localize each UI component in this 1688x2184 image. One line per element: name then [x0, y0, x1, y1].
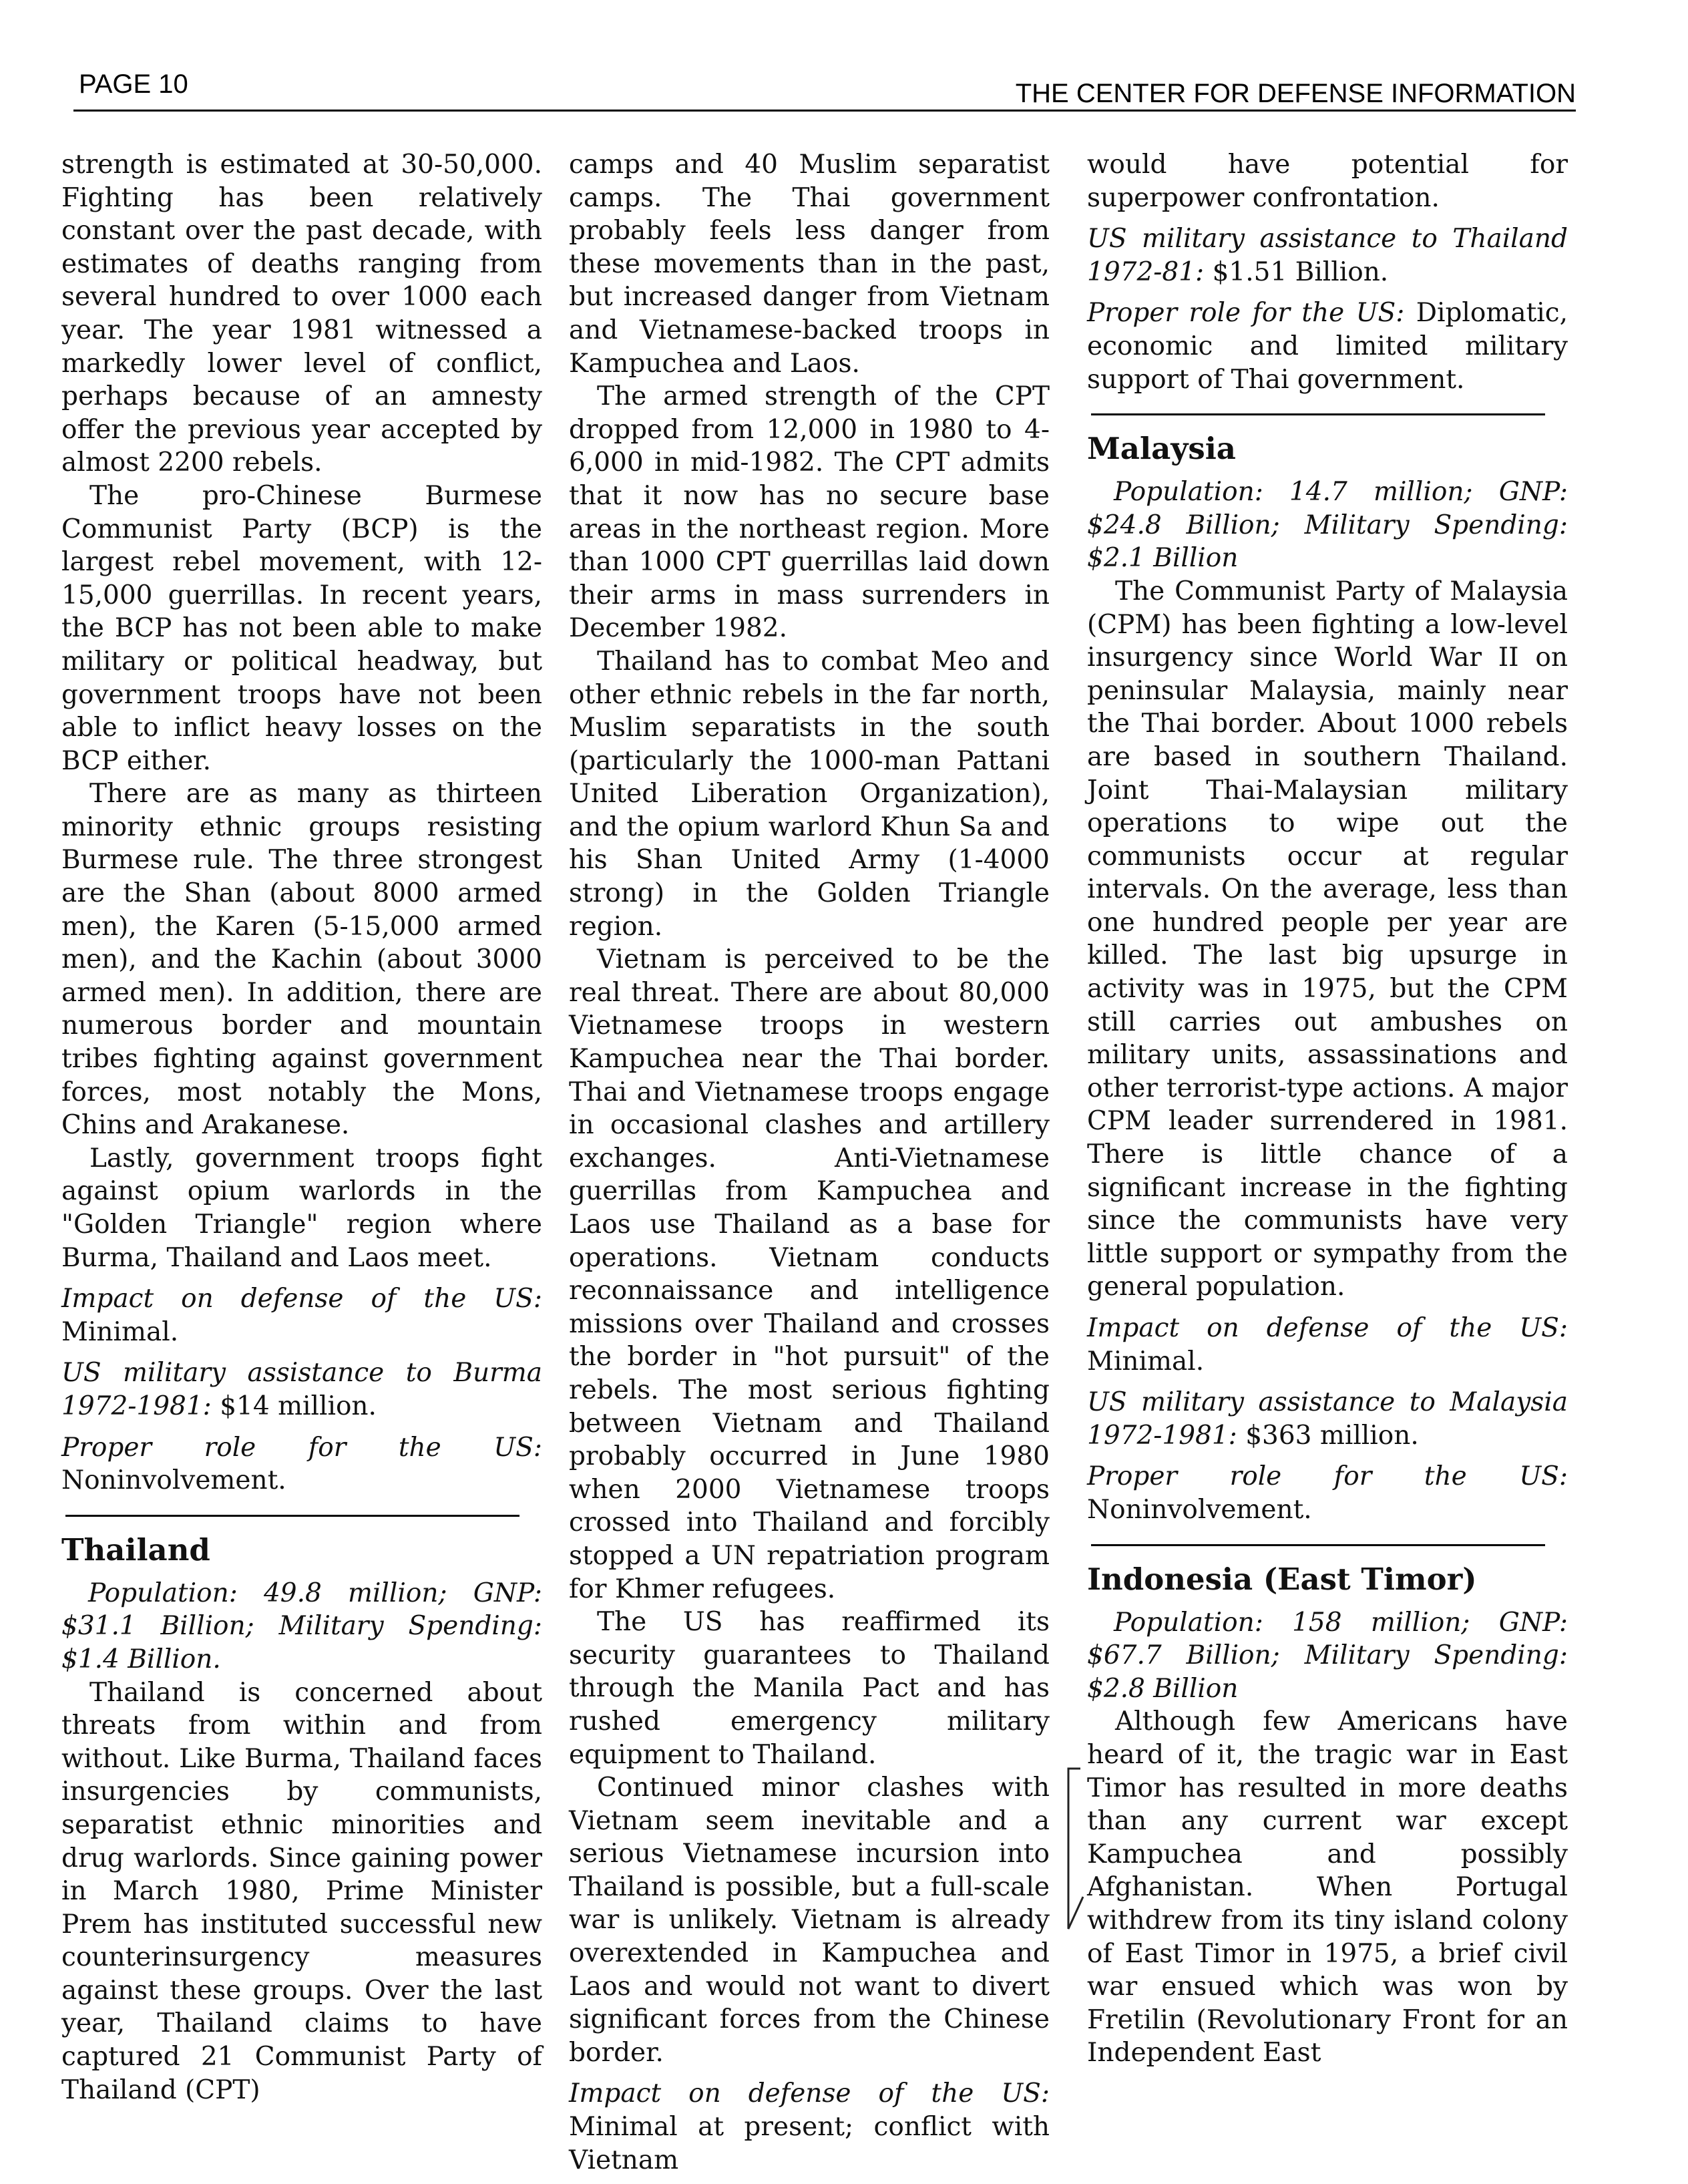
thailand-paragraph: Thailand is concerned about threats from within and from without. Like Burma, Thailand faces insurgencies by communists, separatist ethnic minorities and drug warlords. Since gaining power in March 1980, Prime Minister Prem has instituted successful new counterinsurgency measures against these groups. Over the last year, Thailand claims to have captured 21 Communist Party of Thailand (CPT) [61, 1677, 542, 2105]
section-divider [1091, 413, 1545, 415]
header-rule [73, 110, 1576, 112]
page-header [73, 69, 1576, 112]
column-1 [61, 148, 542, 2107]
section-divider [65, 1515, 519, 1517]
malaysia-role [1087, 1460, 1568, 1526]
assistance-value: $14 million. [220, 1391, 377, 1421]
role-label: Proper role for the US: [61, 1432, 542, 1463]
thailand-paragraph: The armed strength of the CPT dropped from 12,000 in 1980 to 4-6,000 in mid-1982. The CPT admits that it now has no secure base areas in the northeast region. More than 1000 CPT guerrillas laid down their arms in mass surrenders in December 1982. [569, 381, 1050, 644]
malaysia-heading: Malaysia [1087, 431, 1236, 467]
assistance-label: US military assistance to Burma 1972-1981: [61, 1358, 542, 1421]
burma-paragraph: strength is estimated at 30-50,000. Fighting has been relatively constant over the past decade, with estimates of deaths ranging from several hundred to over 1000 each year. The year 1981 witnessed a markedly lower level of conflict, perhaps because of an amnesty offer the previous year accepted by almost 2200 rebels. [61, 150, 542, 478]
malaysia-impact [1087, 1312, 1568, 1378]
impact-label: Impact on defense of the US: [1087, 1313, 1568, 1343]
thailand-stats: Population: 49.8 million; GNP: $31.1 Billion; Military Spending: $1.4 Billion. [61, 1578, 542, 1674]
thailand-role [1087, 297, 1568, 396]
assistance-label: US military assistance to Malaysia 1972-1981: [1087, 1387, 1568, 1451]
malaysia-assistance [1087, 1386, 1568, 1452]
column-3 [1087, 148, 1568, 2070]
impact-label: Impact on defense of the US: [569, 2078, 1050, 2109]
publication-title: THE CENTER FOR DEFENSE INFORMATION [1015, 79, 1576, 108]
impact-value: Minimal. [1087, 1346, 1205, 1377]
role-label: Proper role for the US: [1087, 1461, 1568, 1492]
assistance-label: US military assistance to Thailand 1972-81: [1087, 224, 1568, 287]
malaysia-stats: Population: 14.7 million; GNP: $24.8 Billion; Military Spending: $2.1 Billion [1087, 477, 1568, 574]
role-label: Proper role for the US: [1087, 298, 1405, 329]
role-value: Noninvolvement. [61, 1465, 286, 1496]
burma-role [61, 1431, 542, 1497]
margin-bracket-mark [1059, 1763, 1086, 1937]
burma-assistance [61, 1356, 542, 1423]
thailand-paragraph: Vietnam is perceived to be the real threat. There are about 80,000 Vietnamese troops in western Kampuchea near the Thai border. Thai and Vietnamese troops engage in occasional clashes and artillery exchanges. Anti-Vietnamese guerrillas from Kampuchea and Laos use Thailand as a base for operations. Vietnam conducts reconnaissance and intelligence missions over Thailand and crosses the border in "hot pursuit" of the rebels. The most serious fighting between Vietnam and Thailand probably occurred in June 1980 when 2000 Vietnamese troops crossed into Thailand and forcibly stopped a UN repatriation program for Khmer refugees. [569, 944, 1050, 1604]
indonesia-heading: Indonesia (East Timor) [1087, 1561, 1477, 1597]
thailand-paragraph: would have potential for superpower confrontation. [1087, 150, 1568, 213]
assistance-value: $363 million. [1245, 1420, 1419, 1451]
impact-value: Minimal. [61, 1316, 179, 1347]
burma-paragraph: The pro-Chinese Burmese Communist Party (BCP) is the largest rebel movement, with 12-15,000 guerrillas. In recent years, the BCP has not been able to make military or political headway, but government troops have not been able to inflict heavy losses on the BCP either. [61, 480, 542, 776]
burma-paragraph: There are as many as thirteen minority ethnic groups resisting Burmese rule. The three strongest are the Shan (about 8000 armed men), the Karen (5-15,000 armed men), and the Kachin (about 3000 armed men). In addition, there are numerous border and mountain tribes fighting against government forces, most notably the Mons, Chins and Arakanese. [61, 779, 542, 1141]
burma-impact [61, 1282, 542, 1348]
role-value: Diplomatic, economic and limited military support of Thai government. [1087, 298, 1568, 395]
column-2 [569, 148, 1050, 2177]
thailand-paragraph: The US has reaffirmed its security guarantees to Thailand through the Manila Pact and has rushed emergency military equipment to Thailand. [569, 1607, 1050, 1770]
page-number: PAGE 10 [79, 69, 188, 99]
thailand-assistance [1087, 222, 1568, 289]
thailand-paragraph: Continued minor clashes with Vietnam seem inevitable and a serious Vietnamese incursion into Thailand is possible, but a full-scale war is unlikely. Vietnam is already overextended in Kampuchea and Laos and would not want to divert significant forces from the Chinese border. [569, 1773, 1050, 2068]
indonesia-stats: Population: 158 million; GNP: $67.7 Billion; Military Spending: $2.8 Billion [1087, 1607, 1568, 1704]
thailand-paragraph: Thailand has to combat Meo and other ethnic rebels in the far north, Muslim separatists in the south (particularly the 1000-man Pattani United Liberation Organization), and the opium warlord Khun Sa and his Shan United Army (1-4000 strong) in the Golden Triangle region. [569, 646, 1050, 942]
burma-paragraph: Lastly, government troops fight against opium warlords in the "Golden Triangle" region where Burma, Thailand and Laos meet. [61, 1143, 542, 1273]
thailand-paragraph: camps and 40 Muslim separatist camps. The Thai government probably feels less danger from these movements than in the past, but increased danger from Vietnam and Vietnamese-backed troops in Kampuchea and Laos. [569, 150, 1050, 379]
role-value: Noninvolvement. [1087, 1494, 1312, 1525]
thailand-impact [569, 2077, 1050, 2177]
assistance-value: $1.51 Billion. [1212, 256, 1389, 287]
indonesia-paragraph: Although few Americans have heard of it, the tragic war in East Timor has resulted in more deaths than any current war except Kampuchea and possibly Afghanistan. When Portugal withdrew from its tiny island colony of East Timor in 1975, a brief civil war ensued which was won by Fretilin (Revolutionary Front for an Independent East [1087, 1706, 1568, 2068]
impact-label: Impact on defense of the US: [61, 1284, 542, 1314]
impact-value: Minimal at present; conflict with Vietnam [569, 2112, 1050, 2175]
section-divider [1091, 1544, 1545, 1546]
malaysia-paragraph: The Communist Party of Malaysia (CPM) has been fighting a low-level insurgency since World War II on peninsular Malaysia, mainly near the Thai border. About 1000 rebels are based in southern Thailand. Joint Thai-Malaysian military operations to wipe out the communists occur at regular intervals. On the average, less than one hundred people per year are killed. The last big upsurge in activity was in 1975, but the CPM still carries out ambushes on military units, assassinations and other terrorist-type actions. A major CPM leader surrendered in 1981. There is little chance of a significant increase in the fighting since the communists have very little support or sympathy from the general population. [1087, 576, 1568, 1302]
thailand-heading: Thailand [61, 1531, 210, 1568]
